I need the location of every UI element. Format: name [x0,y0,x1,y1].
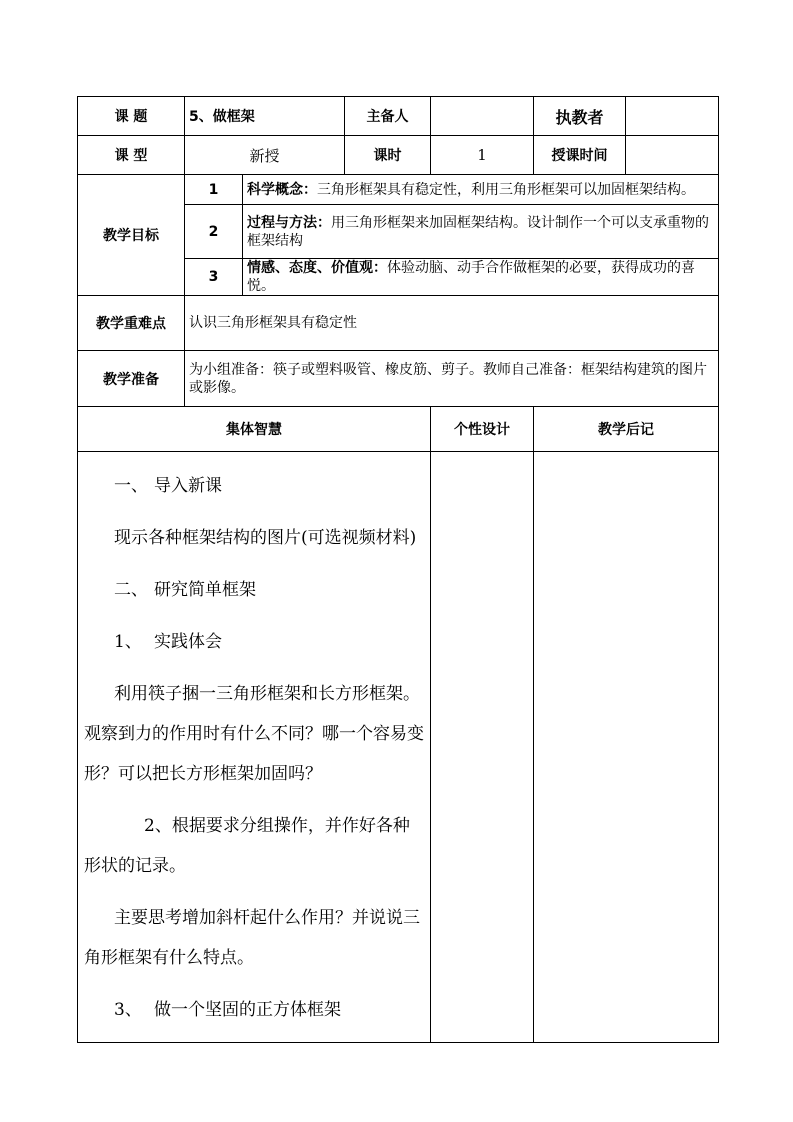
row-column-headers [78,407,719,452]
row-type [78,136,719,175]
objective-title: 科学概念： [247,181,317,198]
objective-number: 3 [185,259,243,296]
section-text: 研究简单框架 [154,580,256,600]
section-number: 3、 [114,1000,142,1020]
paragraph: 主要思考增加斜杆起什么作用？并说说三角形框架有什么特点。 [84,908,420,968]
collective-content [78,452,431,1043]
preparation-label: 教学准备 [78,351,185,407]
preparer-value [431,97,534,136]
objective-text [243,205,719,259]
section-heading [84,466,426,506]
section-text: 做一个坚固的正方体框架 [154,1000,341,1020]
collective-header: 集体智慧 [78,407,431,452]
key-points-text: 认识三角形框架具有稳定性 [185,296,719,351]
objective-number: 2 [185,205,243,259]
personal-header: 个性设计 [431,407,534,452]
objective-title: 过程与方法： [247,214,331,231]
type-label: 课 型 [78,136,185,175]
key-points-label: 教学重难点 [78,296,185,351]
executor-value [626,97,719,136]
paragraph: 利用筷子捆一三角形框架和长方形框架。观察到力的作用时有什么不同？哪一个容易变形？可以把长方形框架加固吗？ [84,684,424,784]
objective-body: 体验动脑、动手合作做框架的必要，获得成功的喜悦。 [247,260,695,294]
section-number: 2、 [144,816,172,836]
executor-label: 执教者 [534,97,626,136]
objective-number: 1 [185,175,243,205]
section-heading [84,570,426,610]
preparer-label: 主备人 [345,97,431,136]
section-heading [84,990,426,1030]
reflection-header: 教学后记 [534,407,719,452]
objective-text [243,259,719,296]
row-topic [78,97,719,136]
section-text: 根据要求分组操作，并作好各种形状的记录。 [84,816,410,876]
reflection-content [534,452,719,1043]
section-text: 实践体会 [154,632,222,652]
section-number: 1、 [114,632,142,652]
objective-body: 三角形框架具有稳定性，利用三角形框架可以加固框架结构。 [317,181,695,198]
row-preparation [78,351,719,407]
time-label: 授课时间 [534,136,626,175]
preparation-text: 为小组准备：筷子或塑料吸管、橡皮筋、剪子。教师自己准备：框架结构建筑的图片或影像。 [185,351,719,407]
section-heading [84,622,426,662]
objective-body: 用三角形框架来加固框架结构。设计制作一个可以支承重物的框架结构 [247,214,709,249]
type-value: 新授 [185,136,345,175]
objective-text [243,175,719,205]
personal-content [431,452,534,1043]
section-number: 一、 [114,476,148,496]
hours-label: 课时 [345,136,431,175]
paragraph [84,806,426,886]
row-key-points [78,296,719,351]
topic-value: 5、做框架 [185,97,345,136]
time-value [626,136,719,175]
objectives-label: 教学目标 [78,175,185,296]
objective-title: 情感、态度、价值观： [247,260,387,276]
section-text: 导入新课 [154,476,222,496]
lesson-plan-table [77,96,719,1043]
objective-row-1 [78,175,719,205]
row-body [78,452,719,1043]
section-number: 二、 [114,580,148,600]
paragraph: 现示各种框架结构的图片(可选视频材料) [114,528,417,548]
topic-label: 课 题 [78,97,185,136]
hours-value: 1 [431,136,534,175]
